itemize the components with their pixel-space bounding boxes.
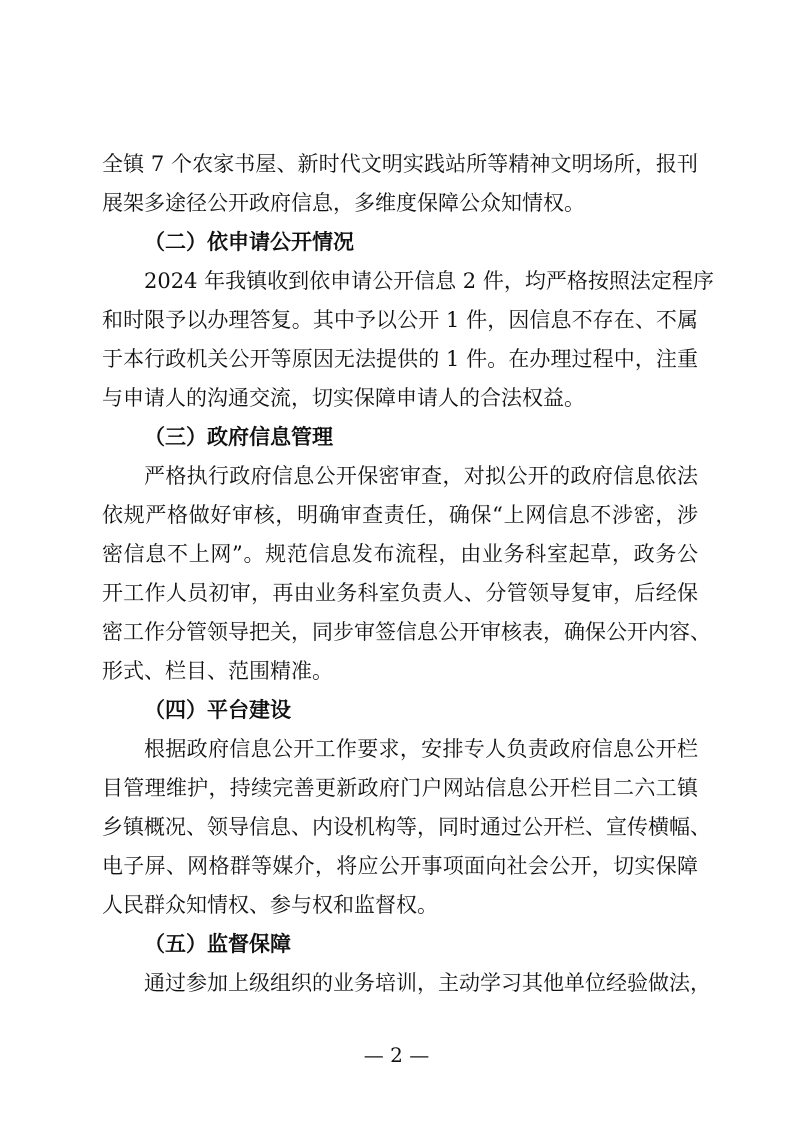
paragraph-line: 全镇 7 个农家书屋、新时代文明实践站所等精神文明场所，报刊 (102, 152, 698, 176)
paragraph-line: 与申请人的沟通交流，切实保障申请人的合法权益。 (102, 386, 585, 410)
paragraph-line: 开工作人员初审，再由业务科室负责人、分管领导复审，后经保 (102, 581, 698, 605)
paragraph-line: 通过参加上级组织的业务培训，主动学习其他单位经验做法， (144, 971, 711, 995)
paragraph-line: 密信息不上网”。规范信息发布流程，由业务科室起草，政务公 (102, 542, 698, 566)
paragraph-line: 和时限予以办理答复。其中予以公开 1 件，因信息不存在、不属 (102, 308, 698, 332)
paragraph-line: 2024 年我镇收到依申请公开信息 2 件，均严格按照法定程序 (144, 269, 714, 293)
paragraph-line: 目管理维护，持续完善更新政府门户网站信息公开栏目二六工镇 (102, 776, 698, 800)
paragraph-line: 于本行政机关公开等原因无法提供的 1 件。在办理过程中，注重 (102, 347, 698, 371)
section-heading-5: （五）监督保障 (144, 932, 291, 956)
paragraph-line: 严格执行政府信息公开保密审查，对拟公开的政府信息依法 (144, 464, 698, 488)
paragraph-line: 形式、栏目、范围精准。 (102, 659, 333, 683)
section-heading-3: （三）政府信息管理 (144, 425, 333, 449)
section-heading-2: （二）依申请公开情况 (144, 230, 354, 254)
paragraph-line: 乡镇概况、领导信息、内设机构等，同时通过公开栏、宣传横幅、 (102, 815, 711, 839)
paragraph-line: 展架多途径公开政府信息，多维度保障公众知情权。 (102, 191, 585, 215)
paragraph-line: 人民群众知情权、参与权和监督权。 (102, 893, 438, 917)
paragraph-line: 根据政府信息公开工作要求，安排专人负责政府信息公开栏 (144, 737, 698, 761)
paragraph-line: 密工作分管领导把关，同步审签信息公开审核表，确保公开内容、 (102, 620, 711, 644)
section-heading-4: （四）平台建设 (144, 698, 291, 722)
page-number: — 2 — (363, 1043, 430, 1067)
paragraph-line: 依规严格做好审核，明确审查责任，确保“上网信息不涉密，涉 (102, 503, 698, 527)
paragraph-line: 电子屏、网格群等媒介，将应公开事项面向社会公开，切实保障 (102, 854, 698, 878)
